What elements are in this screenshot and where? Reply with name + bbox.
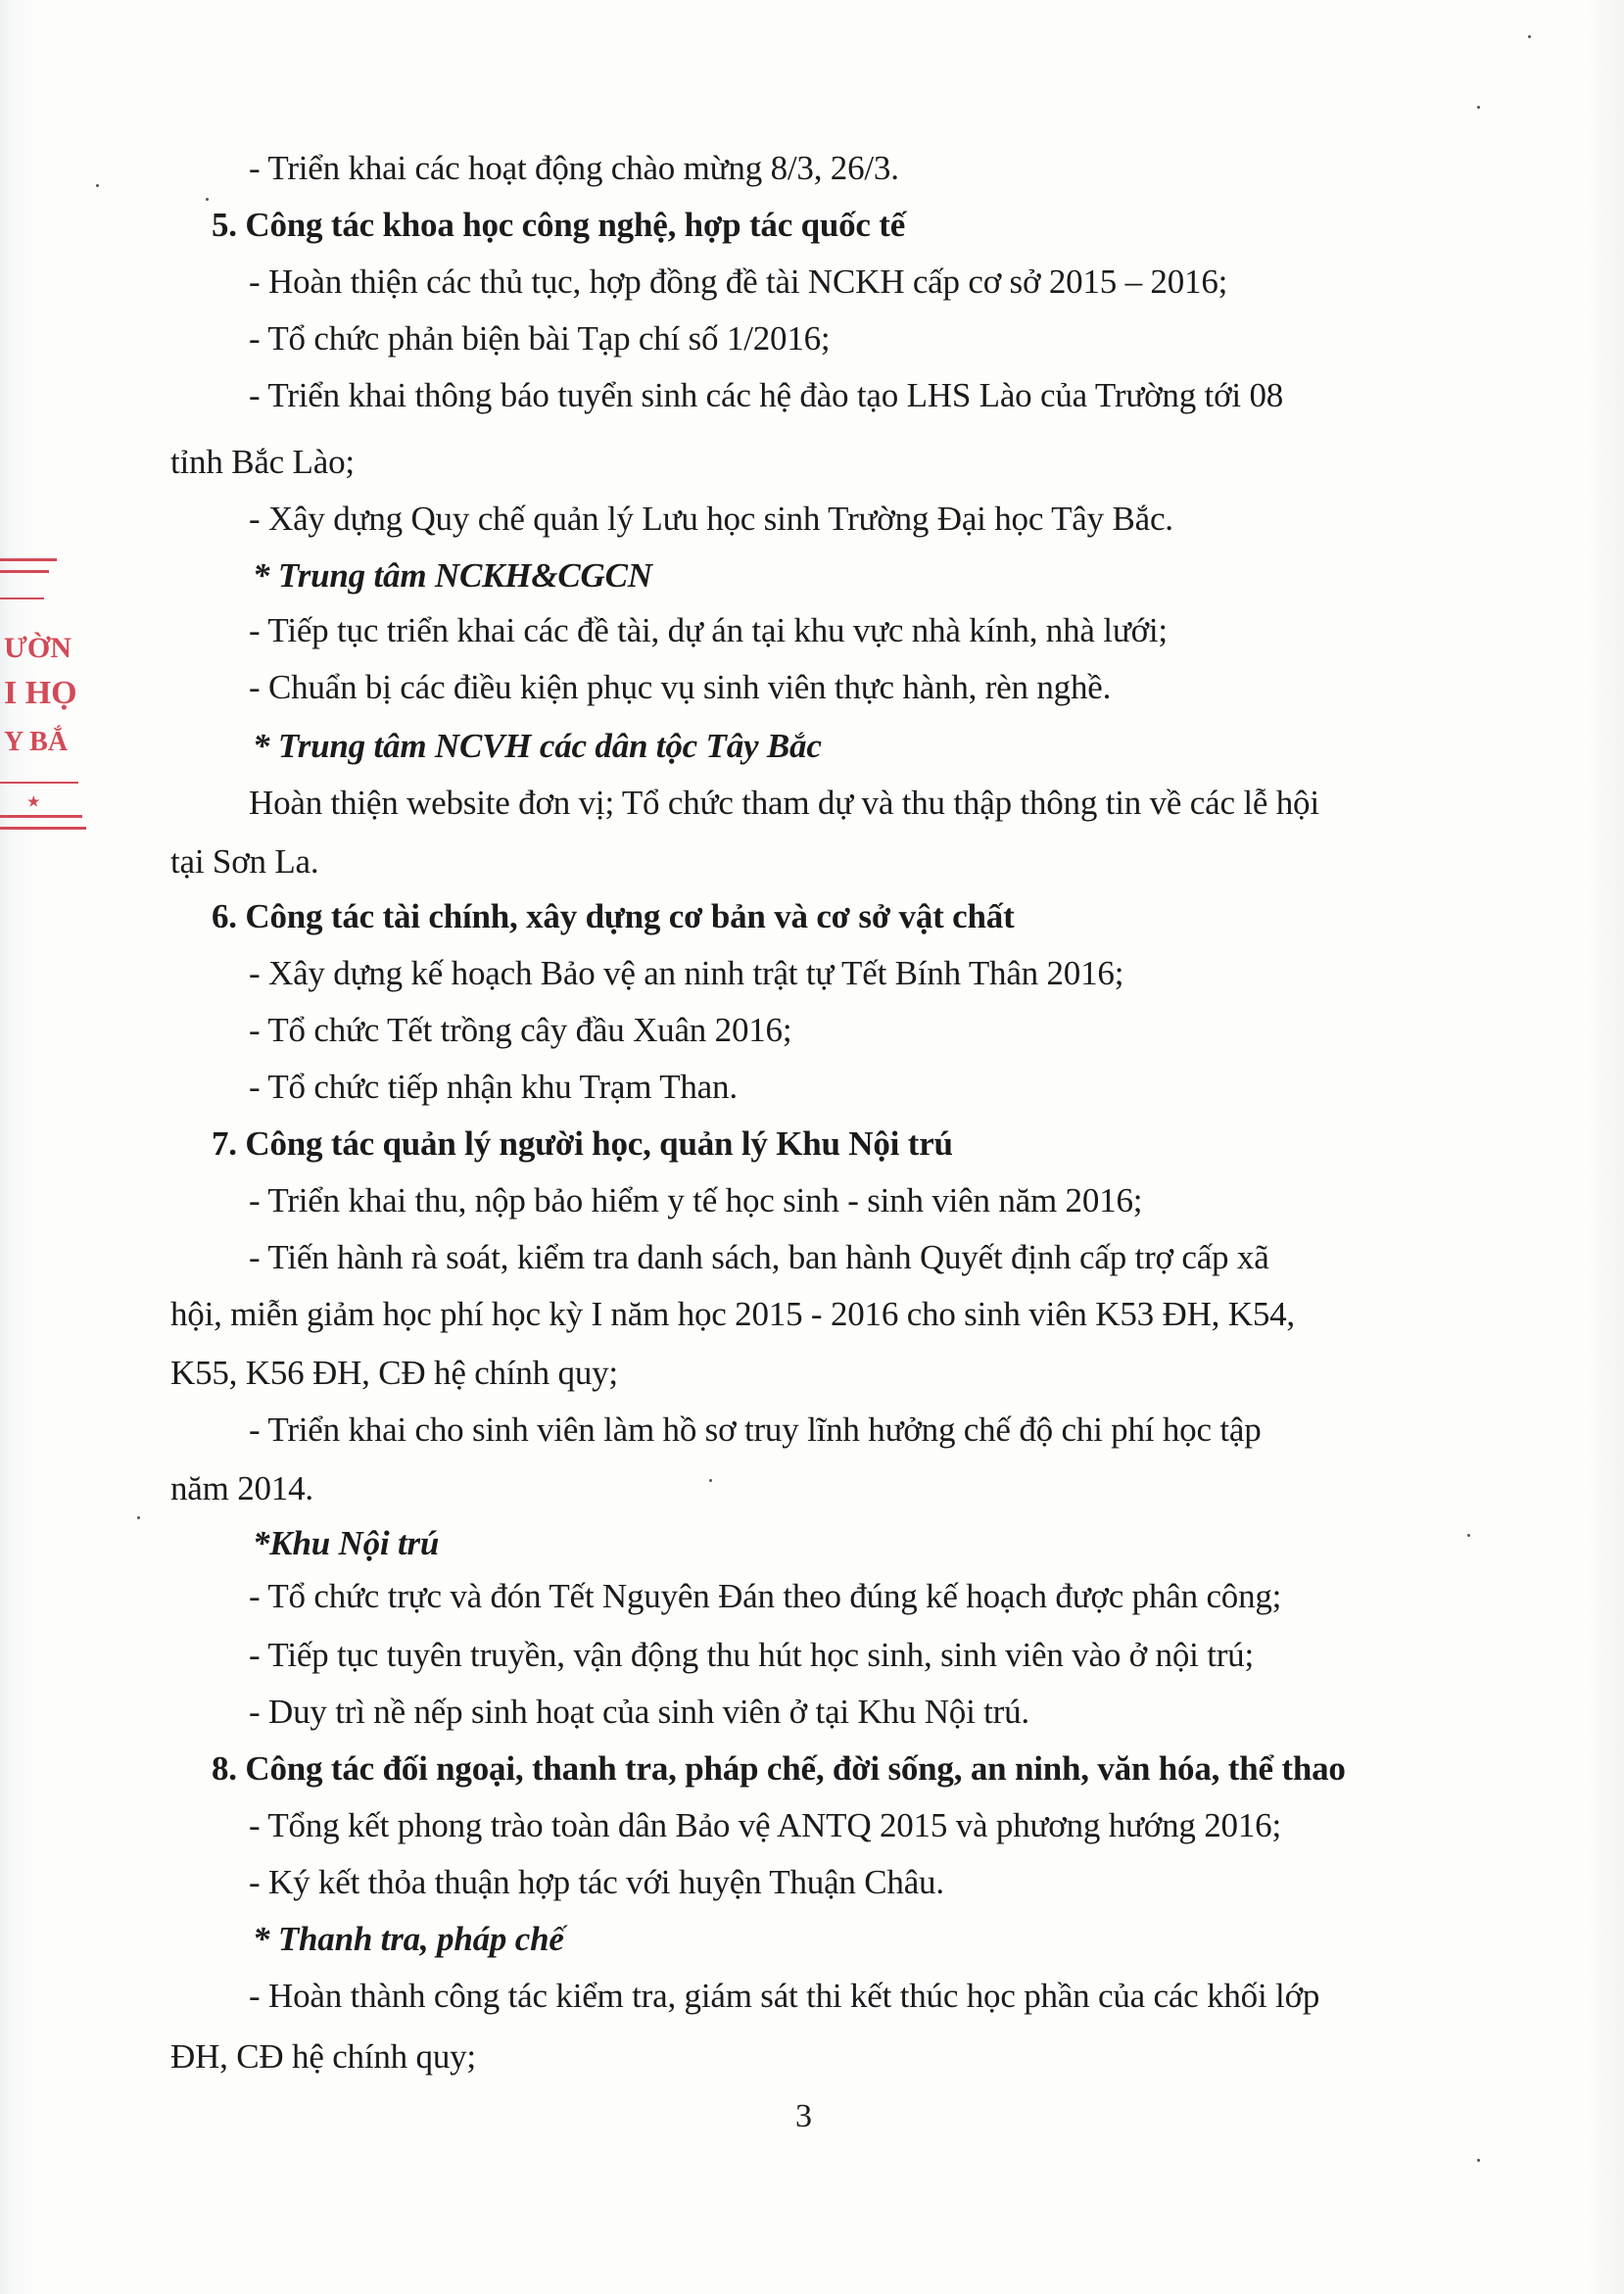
stamp-rule bbox=[0, 815, 82, 818]
body-line: - Tiếp tục triển khai các đề tài, dự án tại khu vực nhà kính, nhà lưới; bbox=[249, 611, 1168, 649]
body-line: - Chuẩn bị các điều kiện phục vụ sinh viên thực hành, rèn nghề. bbox=[249, 668, 1112, 706]
body-line: - Hoàn thiện các thủ tục, hợp đồng đề tài NCKH cấp cơ sở 2015 – 2016; bbox=[249, 263, 1228, 301]
body-line: hội, miễn giảm học phí học kỳ I năm học 2015 - 2016 cho sinh viên K53 ĐH, K54, bbox=[170, 1295, 1295, 1333]
scan-speck bbox=[96, 184, 99, 187]
scan-speck bbox=[1477, 106, 1480, 109]
body-line: - Tổ chức tiếp nhận khu Trạm Than. bbox=[249, 1068, 738, 1106]
scan-speck bbox=[1477, 2159, 1480, 2162]
body-line: - Tiến hành rà soát, kiểm tra danh sách, ban hành Quyết định cấp trợ cấp xã bbox=[249, 1238, 1269, 1276]
section-heading-7: 7. Công tác quản lý người học, quản lý Khu Nội trú bbox=[212, 1124, 953, 1163]
body-line: năm 2014. bbox=[170, 1469, 313, 1507]
scan-speck bbox=[709, 1479, 712, 1482]
body-line: - Duy trì nề nếp sinh hoạt của sinh viên ở tại Khu Nội trú. bbox=[249, 1693, 1029, 1731]
body-line: - Xây dựng Quy chế quản lý Lưu học sinh Trường Đại học Tây Bắc. bbox=[249, 500, 1173, 538]
body-line: - Tiếp tục tuyên truyền, vận động thu hút học sinh, sinh viên vào ở nội trú; bbox=[249, 1636, 1254, 1674]
body-line: - Hoàn thành công tác kiểm tra, giám sát thi kết thúc học phần của các khối lớp bbox=[249, 1977, 1320, 2015]
subsection-heading: * Trung tâm NCKH&CGCN bbox=[253, 556, 652, 595]
body-line: - Tổ chức trực và đón Tết Nguyên Đán theo đúng kế hoạch được phân công; bbox=[249, 1577, 1282, 1615]
scan-speck bbox=[137, 1516, 140, 1519]
subsection-heading: *Khu Nội trú bbox=[253, 1524, 440, 1562]
stamp-rule bbox=[0, 558, 57, 561]
stamp-rule bbox=[0, 597, 44, 599]
body-line: tại Sơn La. bbox=[170, 842, 319, 881]
body-line: - Ký kết thỏa thuận hợp tác với huyện Thuận Châu. bbox=[249, 1863, 944, 1901]
stamp-text: ƯỜN bbox=[4, 632, 72, 664]
scan-speck bbox=[206, 198, 209, 201]
subsection-heading: * Trung tâm NCVH các dân tộc Tây Bắc bbox=[253, 727, 822, 765]
body-line: Hoàn thiện website đơn vị; Tổ chức tham dự và thu thập thông tin về các lễ hội bbox=[249, 784, 1319, 822]
subsection-heading: * Thanh tra, pháp chế bbox=[253, 1920, 564, 1958]
stamp-text: I HỌ bbox=[4, 675, 77, 711]
stamp-star-icon: ★ bbox=[27, 795, 40, 810]
section-heading-8: 8. Công tác đối ngoại, thanh tra, pháp chế, đời sống, an ninh, văn hóa, thể thao bbox=[212, 1749, 1346, 1788]
red-stamp-seal bbox=[0, 549, 93, 852]
scan-speck bbox=[1528, 35, 1531, 38]
body-line: - Tổ chức Tết trồng cây đầu Xuân 2016; bbox=[249, 1011, 792, 1049]
stamp-rule bbox=[0, 827, 86, 830]
section-heading-5: 5. Công tác khoa học công nghệ, hợp tác quốc tế bbox=[212, 206, 906, 244]
body-line: - Triển khai các hoạt động chào mừng 8/3, 26/3. bbox=[249, 149, 899, 187]
body-line: K55, K56 ĐH, CĐ hệ chính quy; bbox=[170, 1354, 618, 1392]
body-line: tỉnh Bắc Lào; bbox=[170, 443, 355, 481]
body-line: - Tổ chức phản biện bài Tạp chí số 1/2016; bbox=[249, 319, 831, 358]
stamp-rule bbox=[0, 570, 49, 573]
section-heading-6: 6. Công tác tài chính, xây dựng cơ bản và cơ sở vật chất bbox=[212, 897, 1015, 935]
page-number: 3 bbox=[795, 2098, 812, 2134]
stamp-text: Y BẮ bbox=[4, 727, 69, 757]
scan-speck bbox=[1467, 1534, 1470, 1537]
body-line: - Triển khai thu, nộp bảo hiểm y tế học sinh - sinh viên năm 2016; bbox=[249, 1181, 1143, 1219]
body-line: - Triển khai cho sinh viên làm hồ sơ truy lĩnh hưởng chế độ chi phí học tập bbox=[249, 1410, 1262, 1449]
body-line: - Triển khai thông báo tuyển sinh các hệ đào tạo LHS Lào của Trường tới 08 bbox=[249, 376, 1284, 414]
body-line: ĐH, CĐ hệ chính quy; bbox=[170, 2037, 476, 2076]
stamp-rule bbox=[0, 782, 78, 784]
body-line: - Xây dựng kế hoạch Bảo vệ an ninh trật tự Tết Bính Thân 2016; bbox=[249, 954, 1124, 992]
body-line: - Tổng kết phong trào toàn dân Bảo vệ ANTQ 2015 và phương hướng 2016; bbox=[249, 1806, 1281, 1844]
